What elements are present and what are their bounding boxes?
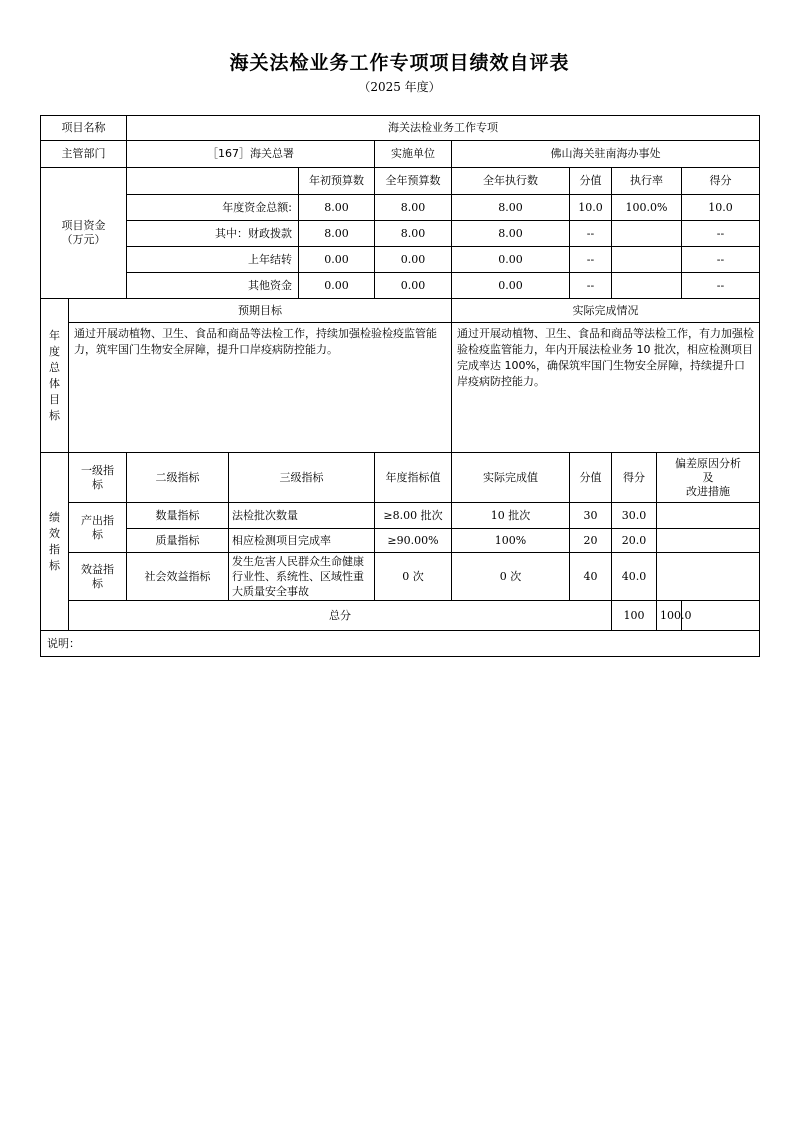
funds-row-label: 其中：财政拨款 (127, 221, 299, 247)
project-name-row (41, 116, 760, 141)
project-name-value: 海关法检业务工作专项 (127, 116, 760, 141)
department-label: 主管部门 (41, 141, 127, 168)
funds-row-carryover (41, 247, 760, 273)
notes-row (41, 631, 760, 657)
indicators-section-label: 绩 效 指 标 (41, 453, 69, 631)
self-evaluation-table (40, 115, 760, 657)
department-row (41, 141, 760, 168)
weight-header: 分值 (570, 453, 612, 503)
implementer-value: 佛山海关驻南海办事处 (452, 141, 760, 168)
total-deviation (682, 601, 760, 631)
funds-full-cell: 8.00 (375, 221, 452, 247)
level3-header: 三级指标 (229, 453, 375, 503)
funds-header-blank (127, 168, 299, 195)
funds-executed-cell: 8.00 (452, 195, 570, 221)
deviation-cell (657, 503, 760, 529)
funds-row-total (41, 195, 760, 221)
actual-result-header: 实际完成情况 (452, 299, 760, 323)
funds-score-cell: -- (682, 273, 760, 299)
level2-cell: 社会效益指标 (127, 553, 229, 601)
page-subtitle: （2025 年度） (358, 80, 441, 94)
funds-full-cell: 8.00 (375, 195, 452, 221)
department-value: ［167］海关总署 (127, 141, 375, 168)
expected-goal-text: 通过开展动植物、卫生、食品和商品等法检工作，持续加强检验检疫监管能力，筑牢国门生物安全屏障，提升口岸疫病防控能力。 (69, 323, 452, 453)
funds-rate-cell (612, 247, 682, 273)
funds-rate-cell (612, 221, 682, 247)
output-indicator-label: 产出指 标 (69, 503, 127, 553)
funds-executed-cell: 0.00 (452, 247, 570, 273)
funds-section-label: 项目资金 （万元） (41, 168, 127, 299)
level3-cell: 法检批次数量 (229, 503, 375, 529)
score-header: 得分 (612, 453, 657, 503)
funds-row-other (41, 273, 760, 299)
actual-result-text: 通过开展动植物、卫生、食品和商品等法检工作，有力加强检验检疫监管能力，年内开展法检业务 10 批次，相应检测项目完成率达 100%，确保筑牢国门生物安全屏障，持续提升口岸疫病防控能力。 (452, 323, 760, 453)
actual-header: 实际完成值 (452, 453, 570, 503)
funds-score-cell: 10.0 (682, 195, 760, 221)
funds-rate-cell: 100.0% (612, 195, 682, 221)
notes-label: 说明： (41, 631, 760, 657)
funds-weight-cell: -- (570, 247, 612, 273)
funds-row-label: 上年结转 (127, 247, 299, 273)
funds-header-score: 得分 (682, 168, 760, 195)
funds-full-cell: 0.00 (375, 273, 452, 299)
score-cell: 30.0 (612, 503, 657, 529)
funds-full-cell: 0.00 (375, 247, 452, 273)
level1-header: 一级指 标 (69, 453, 127, 503)
level2-header: 二级指标 (127, 453, 229, 503)
funds-executed-cell: 8.00 (452, 221, 570, 247)
actual-cell: 0 次 (452, 553, 570, 601)
indicators-header-row (41, 453, 760, 503)
total-row (41, 601, 760, 631)
funds-score-cell: -- (682, 247, 760, 273)
goals-section-label: 年 度 总 体 目 标 (41, 299, 69, 453)
benefit-indicator-label: 效益指 标 (69, 553, 127, 601)
deviation-cell (657, 553, 760, 601)
score-cell: 20.0 (612, 529, 657, 553)
funds-header-rate: 执行率 (612, 168, 682, 195)
goals-content-row (41, 323, 760, 453)
indicator-row-social (41, 553, 760, 601)
level3-cell: 相应检测项目完成率 (229, 529, 375, 553)
funds-row-fiscal (41, 221, 760, 247)
funds-header-executed: 全年执行数 (452, 168, 570, 195)
funds-header-row (41, 168, 760, 195)
total-weight: 100 (612, 601, 657, 631)
funds-executed-cell: 0.00 (452, 273, 570, 299)
goals-header-row (41, 299, 760, 323)
indicator-row-quantity (41, 503, 760, 529)
total-label: 总分 (69, 601, 612, 631)
funds-header-initial: 年初预算数 (299, 168, 375, 195)
implementer-label: 实施单位 (375, 141, 452, 168)
expected-goal-header: 预期目标 (69, 299, 452, 323)
funds-initial-cell: 0.00 (299, 273, 375, 299)
funds-initial-cell: 8.00 (299, 221, 375, 247)
funds-rate-cell (612, 273, 682, 299)
funds-header-weight: 分值 (570, 168, 612, 195)
weight-cell: 40 (570, 553, 612, 601)
funds-row-label: 其他资金 (127, 273, 299, 299)
funds-initial-cell: 0.00 (299, 247, 375, 273)
indicator-row-quality (41, 529, 760, 553)
funds-weight-cell: 10.0 (570, 195, 612, 221)
funds-row-label: 年度资金总额: (127, 195, 299, 221)
level3-cell: 发生危害人民群众生命健康行业性、系统性、区域性重大质量安全事故 (229, 553, 375, 601)
level2-cell: 质量指标 (127, 529, 229, 553)
deviation-cell (657, 529, 760, 553)
weight-cell: 30 (570, 503, 612, 529)
target-cell: ≥90.00% (375, 529, 452, 553)
deviation-header: 偏差原因分析 及 改进措施 (657, 453, 760, 503)
actual-cell: 10 批次 (452, 503, 570, 529)
project-name-label: 项目名称 (41, 116, 127, 141)
level2-cell: 数量指标 (127, 503, 229, 529)
score-cell: 40.0 (612, 553, 657, 601)
weight-cell: 20 (570, 529, 612, 553)
target-cell: 0 次 (375, 553, 452, 601)
funds-header-full: 全年预算数 (375, 168, 452, 195)
funds-weight-cell: -- (570, 221, 612, 247)
funds-weight-cell: -- (570, 273, 612, 299)
target-header: 年度指标值 (375, 453, 452, 503)
total-score: 100.0 (657, 601, 682, 631)
page-title: 海关法检业务工作专项项目绩效自评表 (229, 52, 570, 74)
target-cell: ≥8.00 批次 (375, 503, 452, 529)
actual-cell: 100% (452, 529, 570, 553)
funds-initial-cell: 8.00 (299, 195, 375, 221)
funds-score-cell: -- (682, 221, 760, 247)
